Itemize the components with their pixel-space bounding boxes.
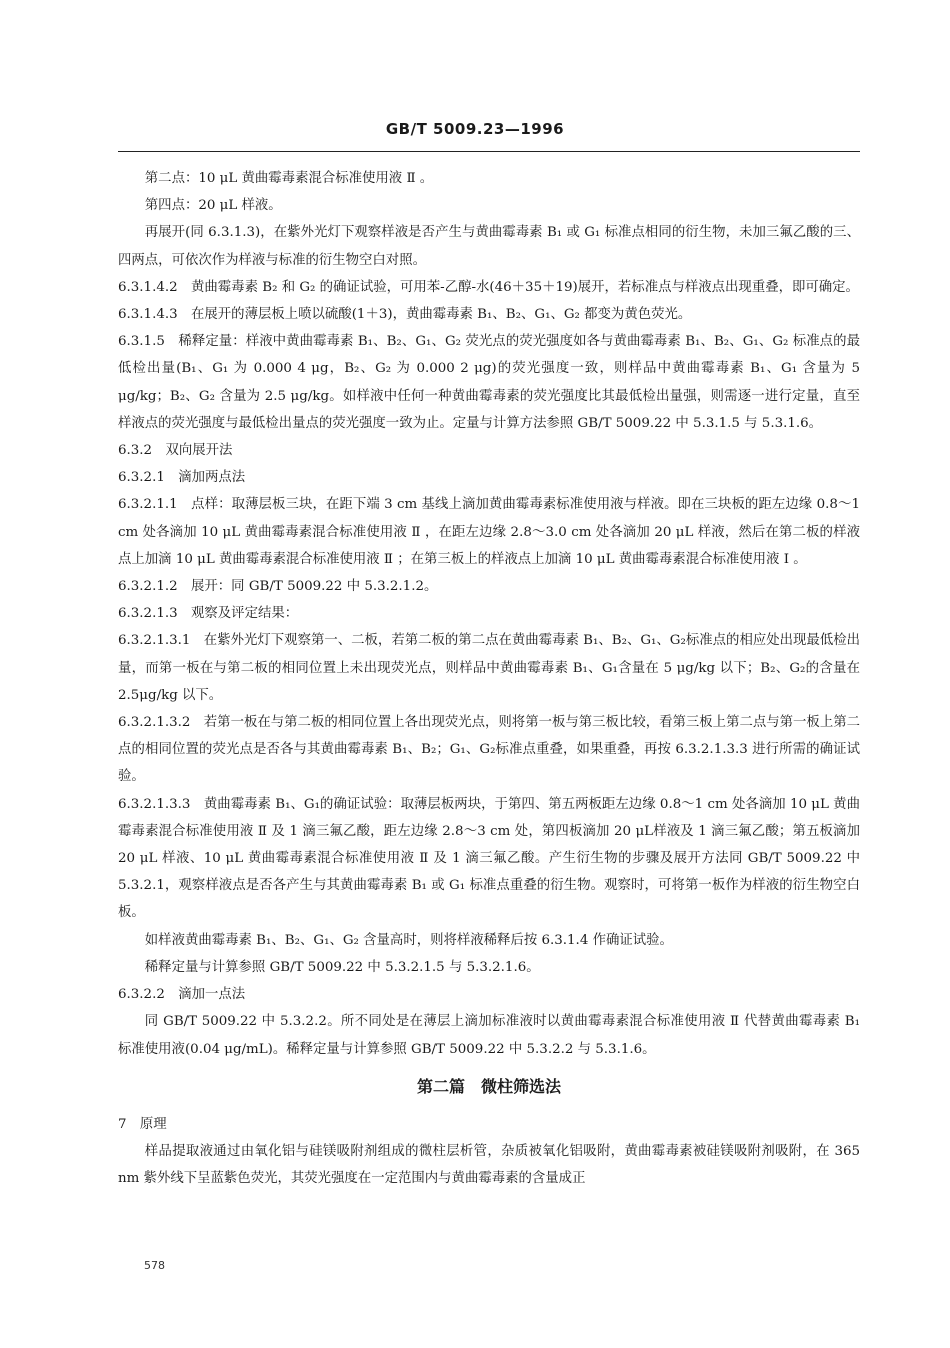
paragraph: 6.3.2.1.3.3 黄曲霉毒素 B₁、G₁的确证试验：取薄层板两块，于第四、第五两板距左边缘 0.8～1 cm 处各滴加 10 μL 黄曲霉毒素混合标准使用液 Ⅱ 及 1 滴三氟乙酸，距左边缘 2.8～3 cm 处，第四板滴加 20 μL样液及 1 滴三氟乙酸；第五板滴加 20 μL 样液、10 μL 黄曲霉毒素混合标准使用液 Ⅱ 及 1 滴三氟乙酸。产生衍生物的步骤及展开方法同 GB/T 5009.22 中 5.3.2.1，观察样液点是否各产生与其黄曲霉毒素 B₁ 或 G₁ 标准点重叠的衍生物。观察时，可将第一板作为样液的衍生物空白板。 (118, 796, 860, 921)
header-rule (118, 151, 860, 152)
paragraph: 6.3.2.1.1 点样：取薄层板三块，在距下端 3 cm 基线上滴加黄曲霉毒素标准使用液与样液。即在三块板的距左边缘 0.8～1 cm 处各滴加 10 μL 黄曲霉毒素混合标准使用液 Ⅱ ，在距左边缘 2.8～3.0 cm 处各滴加 20 μL 样液，然后在第二板的样液点上加滴 10 μL 黄曲霉毒素混合标准使用液 Ⅱ ；在第三板上的样液点上加滴 10 μL 黄曲霉毒素混合标准使用液 Ⅰ 。 (118, 497, 860, 567)
section-7-heading: 7 原理 (118, 1116, 167, 1132)
paragraph: 6.3.1.5 稀释定量：样液中黄曲霉毒素 B₁、B₂、G₁、G₂ 荧光点的荧光强度如各与黄曲霉毒素 B₁、B₂、G₁、G₂ 标准点的最低检出量(B₁、G₁ 为 0.000 4 μg，B₂、G₂ 为 0.000 2 μg)的荧光强度一致，则样品中黄曲霉毒素 B₁、G₁ 含量为 5 μg/kg；B₂、G₂ 含量为 2.5 μg/kg。如样液中任何一种黄曲霉毒素的荧光强度比其最低检出量强，则需逐一进行定量，直至样液点的荧光强度与最低检出量点的荧光强度一致为止。定量与计算方法参照 GB/T 5009.22 中 5.3.1.5 与 5.3.1.6。 (118, 334, 860, 431)
paragraph: 如样液黄曲霉毒素 B₁、B₂、G₁、G₂ 含量高时，则将样液稀释后按 6.3.1.4 作确证试验。 (144, 932, 673, 948)
section-heading: 6.3.2.1 滴加两点法 (118, 470, 246, 486)
paragraph: 稀释定量与计算参照 GB/T 5009.22 中 5.3.2.1.5 与 5.3.2.1.6。 (144, 959, 540, 975)
paragraph: 6.3.1.4.2 黄曲霉毒素 B₂ 和 G₂ 的确证试验，可用苯-乙醇-水(46＋35＋19)展开，若标准点与样液点出现重叠，即可确定。 (118, 279, 859, 295)
paragraph: 同 GB/T 5009.22 中 5.3.2.2。所不同处是在薄层上滴加标准液时以黄曲霉毒素混合标准使用液 Ⅱ 代替黄曲霉毒素 B₁ 标准使用液(0.04 μg/mL)。稀释定量与计算参照 GB/T 5009.22 中 5.3.2.2 与 5.3.1.6。 (118, 1014, 860, 1057)
section-heading: 6.3.2.2 滴加一点法 (118, 987, 246, 1003)
page-number: 578 (144, 1259, 165, 1272)
paragraph: 第四点：20 μL 样液。 (144, 198, 282, 214)
paragraph: 6.3.1.4.3 在展开的薄层板上喷以硫酸(1＋3)，黄曲霉毒素 B₁、B₂、G₁、G₂ 都变为黄色荧光。 (118, 307, 692, 323)
paragraph: 再展开(同 6.3.1.3)，在紫外光灯下观察样液是否产生与黄曲霉毒素 B₁ 或 G₁ 标准点相同的衍生物，未加三氟乙酸的三、四两点，可依次作为样液与标准的衍生物空白对照。 (118, 225, 860, 268)
part-title: 第二篇 微柱筛选法 (416, 1076, 561, 1096)
section-heading: 6.3.2.1.3 观察及评定结果： (118, 606, 299, 622)
paragraph: 6.3.2.1.3.2 若第一板在与第二板的相同位置上各出现荧光点，则将第一板与第三板比较，看第三板上第二点与第一板上第二点的相同位置的荧光点是否各与其黄曲霉毒素 B₁、B₂；G₁、G₂标准点重叠，如果重叠，再按 6.3.2.1.3.3 进行所需的确证试验。 (118, 715, 860, 785)
standard-code-header: GB/T 5009.23—1996 (385, 120, 565, 138)
section-heading: 6.3.2 双向展开法 (118, 443, 233, 459)
paragraph: 6.3.2.1.2 展开：同 GB/T 5009.22 中 5.3.2.1.2。 (118, 579, 438, 595)
section-7-paragraph: 样品提取液通过由氧化铝与硅镁吸附剂组成的微柱层析管，杂质被氧化铝吸附，黄曲霉毒素被硅镁吸附剂吸附，在 365 nm 紫外线下呈蓝紫色荧光，其荧光强度在一定范围内与黄曲霉毒素的含量成正 (118, 1143, 860, 1187)
document-body (118, 165, 860, 1192)
paragraph: 第二点：10 μL 黄曲霉毒素混合标准使用液 Ⅱ 。 (144, 171, 434, 186)
paragraph: 6.3.2.1.3.1 在紫外光灯下观察第一、二板，若第二板的第二点在黄曲霉毒素 B₁、B₂、G₁、G₂标准点的相应处出现最低检出量，而第一板在与第二板的相同位置上未出现荧光点，则样品中黄曲霉毒素 B₁、G₁含量在 5 μg/kg 以下；B₂、G₂的含量在 2.5μg/kg 以下。 (118, 633, 860, 703)
